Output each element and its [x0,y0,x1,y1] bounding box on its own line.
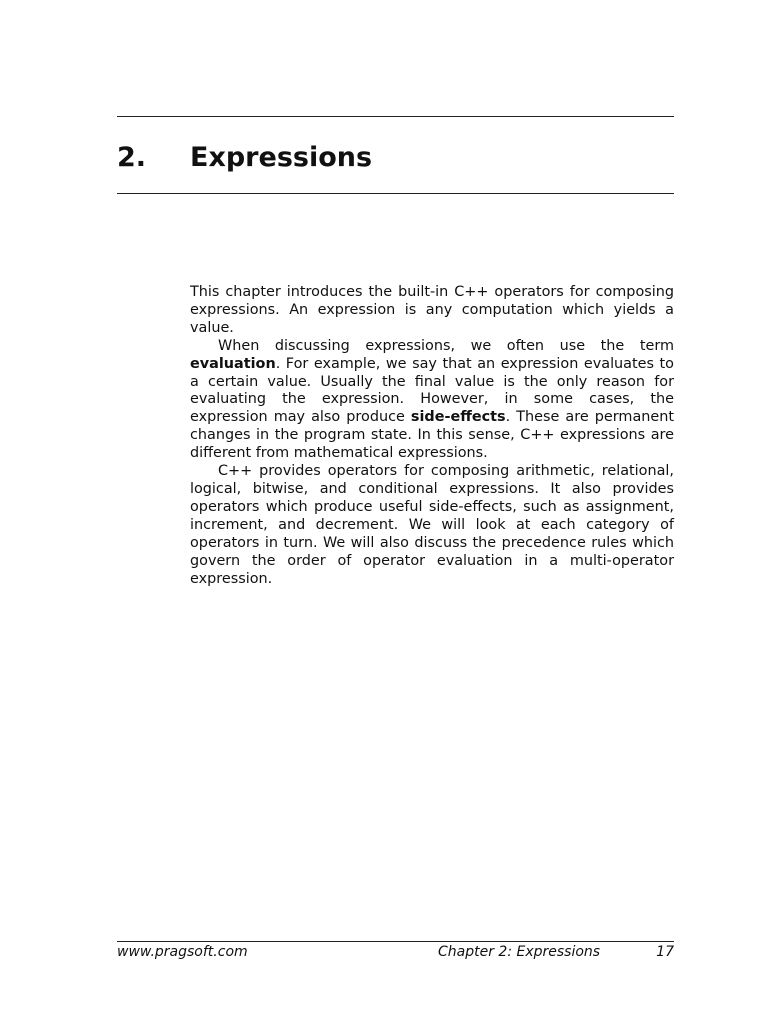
page-number: 17 [656,944,674,960]
paragraph-text: . For example, we say that an expression evaluates to a certain value. Usually the final value is the only reason for evaluating the expression. However, in some cases, the expression may also produce [190,355,674,426]
footer-url: www.pragsoft.com [117,944,248,960]
heading-top-rule [117,116,674,117]
paragraph-1 [190,284,674,338]
chapter-heading [117,136,674,180]
page-footer [117,942,674,962]
paragraph-text: When discussing expressions, we often use the term [218,337,674,354]
chapter-number: 2. [117,142,147,173]
paragraph-text: C++ provides operators for composing arithmetic, relational, logical, bitwise, and conditional expressions. It also provides operators which produce useful side-effects, such as assignment, increment, and decrement. We will look at each category of operators in turn. We will also discuss the precedence rules which govern the order of operator evaluation in a multi-operator expression. [190,463,674,587]
chapter-intro-text [190,284,674,588]
footer-chapter-label: Chapter 2: Expressions [438,944,601,960]
heading-bottom-rule [117,193,674,194]
chapter-title: Expressions [190,142,373,173]
paragraph-3 [190,463,674,588]
paragraph-text: . These are permanent changes in the program state. In this sense, C++ expressions are different from mathematical expressions. [190,409,674,462]
term-side-effects: side-effects [410,409,506,426]
term-evaluation: evaluation [190,355,276,372]
paragraph-2 [190,338,674,463]
paragraph-text: This chapter introduces the built-in C++ operators for composing expressions. An expression is any computation which yields a value. [190,284,674,336]
